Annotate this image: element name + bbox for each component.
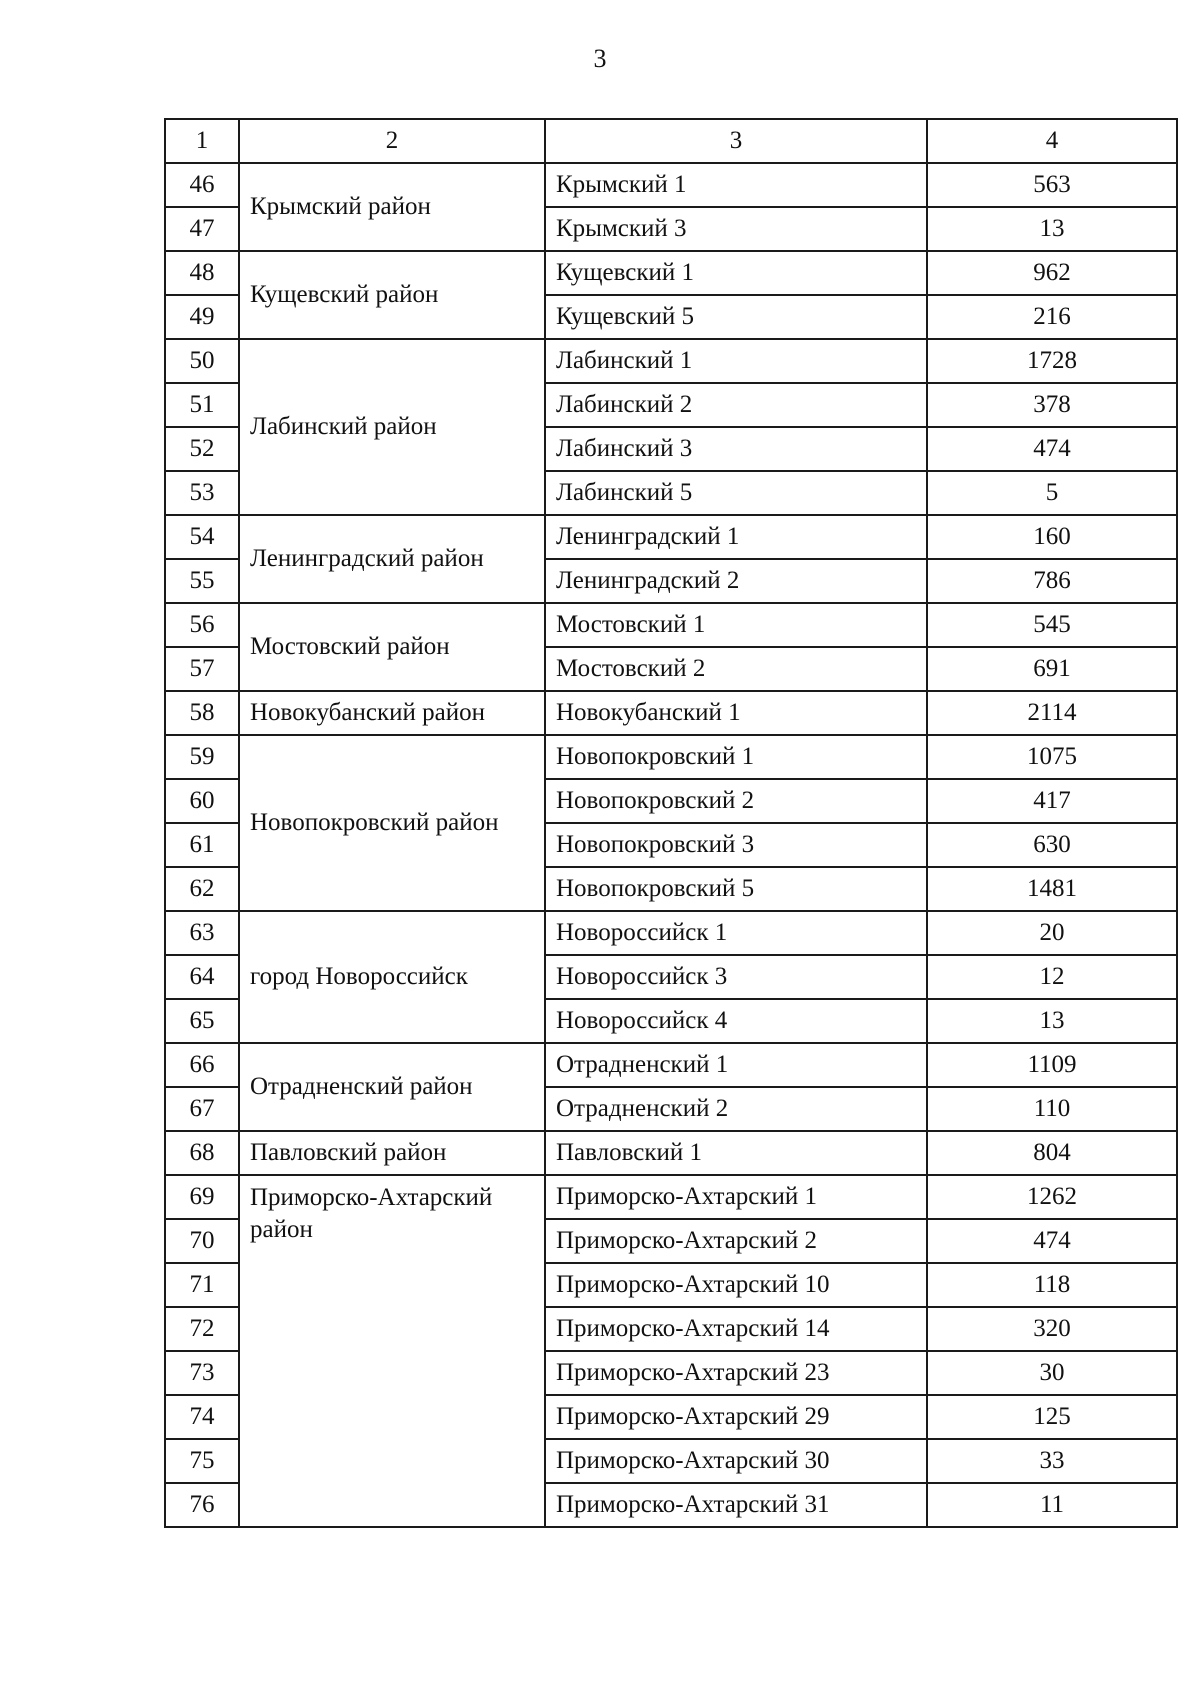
value-cell: 110 [927,1087,1177,1131]
name-cell: Приморско-Ахтарский 10 [545,1263,927,1307]
value-cell: 378 [927,383,1177,427]
row-number-cell: 70 [165,1219,239,1263]
value-cell: 2114 [927,691,1177,735]
row-number-cell: 52 [165,427,239,471]
value-cell: 1262 [927,1175,1177,1219]
table-row [165,515,1177,559]
name-cell: Мостовский 2 [545,647,927,691]
name-cell: Приморско-Ахтарский 14 [545,1307,927,1351]
column-header-2: 2 [239,119,545,163]
district-cell: Лабинский район [239,339,545,515]
value-cell: 1075 [927,735,1177,779]
value-cell: 1109 [927,1043,1177,1087]
row-number-cell: 53 [165,471,239,515]
name-cell: Лабинский 3 [545,427,927,471]
row-number-cell: 76 [165,1483,239,1527]
value-cell: 563 [927,163,1177,207]
name-cell: Кущевский 5 [545,295,927,339]
row-number-cell: 69 [165,1175,239,1219]
table-row [165,603,1177,647]
name-cell: Приморско-Ахтарский 30 [545,1439,927,1483]
value-cell: 474 [927,1219,1177,1263]
name-cell: Приморско-Ахтарский 29 [545,1395,927,1439]
row-number-cell: 66 [165,1043,239,1087]
row-number-cell: 72 [165,1307,239,1351]
row-number-cell: 46 [165,163,239,207]
name-cell: Приморско-Ахтарский 1 [545,1175,927,1219]
value-cell: 160 [927,515,1177,559]
row-number-cell: 47 [165,207,239,251]
row-number-cell: 48 [165,251,239,295]
name-cell: Новопокровский 1 [545,735,927,779]
value-cell: 630 [927,823,1177,867]
value-cell: 474 [927,427,1177,471]
value-cell: 216 [927,295,1177,339]
value-cell: 320 [927,1307,1177,1351]
value-cell: 545 [927,603,1177,647]
value-cell: 5 [927,471,1177,515]
district-cell: Крымский район [239,163,545,251]
name-cell: Крымский 1 [545,163,927,207]
page-number: 3 [593,44,607,73]
value-cell: 786 [927,559,1177,603]
district-cell: город Новороссийск [239,911,545,1043]
name-cell: Павловский 1 [545,1131,927,1175]
row-number-cell: 57 [165,647,239,691]
name-cell: Новопокровский 5 [545,867,927,911]
row-number-cell: 59 [165,735,239,779]
district-cell: Павловский район [239,1131,545,1175]
row-number-cell: 74 [165,1395,239,1439]
name-cell: Новороссийск 3 [545,955,927,999]
name-cell: Лабинский 1 [545,339,927,383]
name-cell: Новороссийск 4 [545,999,927,1043]
name-cell: Отрадненский 2 [545,1087,927,1131]
row-number-cell: 61 [165,823,239,867]
column-header-4: 4 [927,119,1177,163]
column-header-3: 3 [545,119,927,163]
name-cell: Приморско-Ахтарский 31 [545,1483,927,1527]
table-row [165,251,1177,295]
name-cell: Отрадненский 1 [545,1043,927,1087]
name-cell: Новороссийск 1 [545,911,927,955]
name-cell: Крымский 3 [545,207,927,251]
district-cell: Кущевский район [239,251,545,339]
name-cell: Приморско-Ахтарский 2 [545,1219,927,1263]
row-number-cell: 50 [165,339,239,383]
table-row [165,1175,1177,1219]
table-body [165,163,1177,1527]
row-number-cell: 67 [165,1087,239,1131]
row-number-cell: 64 [165,955,239,999]
value-cell: 417 [927,779,1177,823]
row-number-cell: 60 [165,779,239,823]
table-row [165,163,1177,207]
value-cell: 11 [927,1483,1177,1527]
value-cell: 1728 [927,339,1177,383]
table-row [165,339,1177,383]
row-number-cell: 65 [165,999,239,1043]
name-cell: Мостовский 1 [545,603,927,647]
value-cell: 118 [927,1263,1177,1307]
row-number-cell: 73 [165,1351,239,1395]
name-cell: Лабинский 5 [545,471,927,515]
value-cell: 691 [927,647,1177,691]
value-cell: 33 [927,1439,1177,1483]
name-cell: Новокубанский 1 [545,691,927,735]
data-table [164,118,1178,1528]
value-cell: 125 [927,1395,1177,1439]
district-cell: Мостовский район [239,603,545,691]
column-header-1: 1 [165,119,239,163]
table-row [165,1043,1177,1087]
district-cell: Новопокровский район [239,735,545,911]
table-row [165,1131,1177,1175]
row-number-cell: 49 [165,295,239,339]
table-row [165,911,1177,955]
name-cell: Ленинградский 1 [545,515,927,559]
name-cell: Лабинский 2 [545,383,927,427]
value-cell: 962 [927,251,1177,295]
value-cell: 1481 [927,867,1177,911]
row-number-cell: 68 [165,1131,239,1175]
name-cell: Ленинградский 2 [545,559,927,603]
value-cell: 804 [927,1131,1177,1175]
row-number-cell: 75 [165,1439,239,1483]
value-cell: 30 [927,1351,1177,1395]
value-cell: 13 [927,207,1177,251]
name-cell: Новопокровский 2 [545,779,927,823]
district-cell: Приморско-Ахтарский район [239,1175,545,1527]
district-cell: Новокубанский район [239,691,545,735]
table-header-row [165,119,1177,163]
table-row [165,735,1177,779]
district-cell: Ленинградский район [239,515,545,603]
row-number-cell: 58 [165,691,239,735]
row-number-cell: 54 [165,515,239,559]
row-number-cell: 71 [165,1263,239,1307]
value-cell: 13 [927,999,1177,1043]
row-number-cell: 62 [165,867,239,911]
name-cell: Приморско-Ахтарский 23 [545,1351,927,1395]
table-row [165,691,1177,735]
name-cell: Новопокровский 3 [545,823,927,867]
row-number-cell: 63 [165,911,239,955]
row-number-cell: 56 [165,603,239,647]
row-number-cell: 55 [165,559,239,603]
value-cell: 20 [927,911,1177,955]
name-cell: Кущевский 1 [545,251,927,295]
district-cell: Отрадненский район [239,1043,545,1131]
value-cell: 12 [927,955,1177,999]
row-number-cell: 51 [165,383,239,427]
